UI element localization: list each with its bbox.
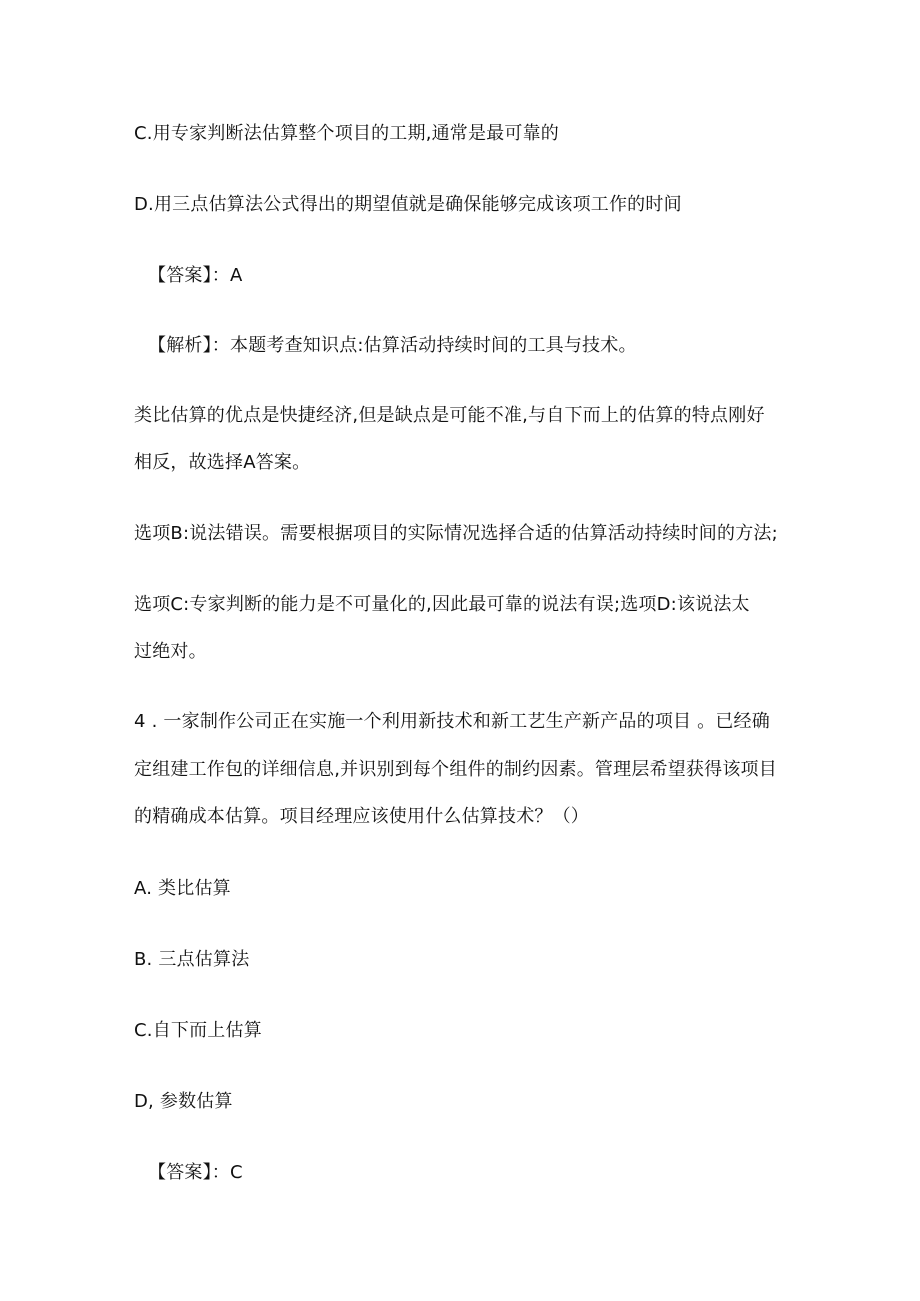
option-c-previous: C.用专家判断法估算整个项目的工期,通常是最可靠的 [134, 123, 560, 144]
analysis-paragraph-line-2: 相反，故选择A答案。 [134, 452, 311, 473]
analysis-option-c-d-line-1: 选项C:专家判断的能力是不可量化的,因此最可靠的说法有误;选项D:该说法太 [134, 594, 750, 615]
analysis-option-c-d-line-2: 过绝对。 [134, 641, 207, 662]
question-4-option-c: C.自下而上估算 [134, 1020, 262, 1041]
analysis-heading: 【解析】：本题考查知识点:估算活动持续时间的工具与技术。 [148, 335, 637, 356]
question-4-line-3: 的精确成本估算。项目经理应该使用什么估算技术？（） [134, 806, 589, 827]
question-4-option-d: D, 参数估算 [134, 1091, 233, 1112]
question-4-option-a: A. 类比估算 [134, 878, 231, 899]
option-d-previous: D.用三点估算法公式得出的期望值就是确保能够完成该项工作的时间 [134, 194, 682, 215]
question-4-answer: 【答案】：C [148, 1162, 243, 1183]
question-4-line-1: 4 . 一家制作公司正在实施一个利用新技术和新工艺生产新产品的项目 。已经确 [134, 711, 770, 732]
analysis-paragraph-line-1: 类比估算的优点是快捷经济,但是缺点是可能不准,与自下而上的估算的特点刚好 [134, 405, 765, 426]
question-4-line-2: 定组建工作包的详细信息,并识别到每个组件的制约因素。管理层希望获得该项目 [134, 759, 777, 780]
analysis-option-b: 选项B:说法错误。需要根据项目的实际情况选择合适的估算活动持续时间的方法; [134, 523, 778, 544]
answer-label-previous: 【答案】：A [148, 265, 243, 286]
question-4-option-b: B. 三点估算法 [134, 949, 250, 970]
